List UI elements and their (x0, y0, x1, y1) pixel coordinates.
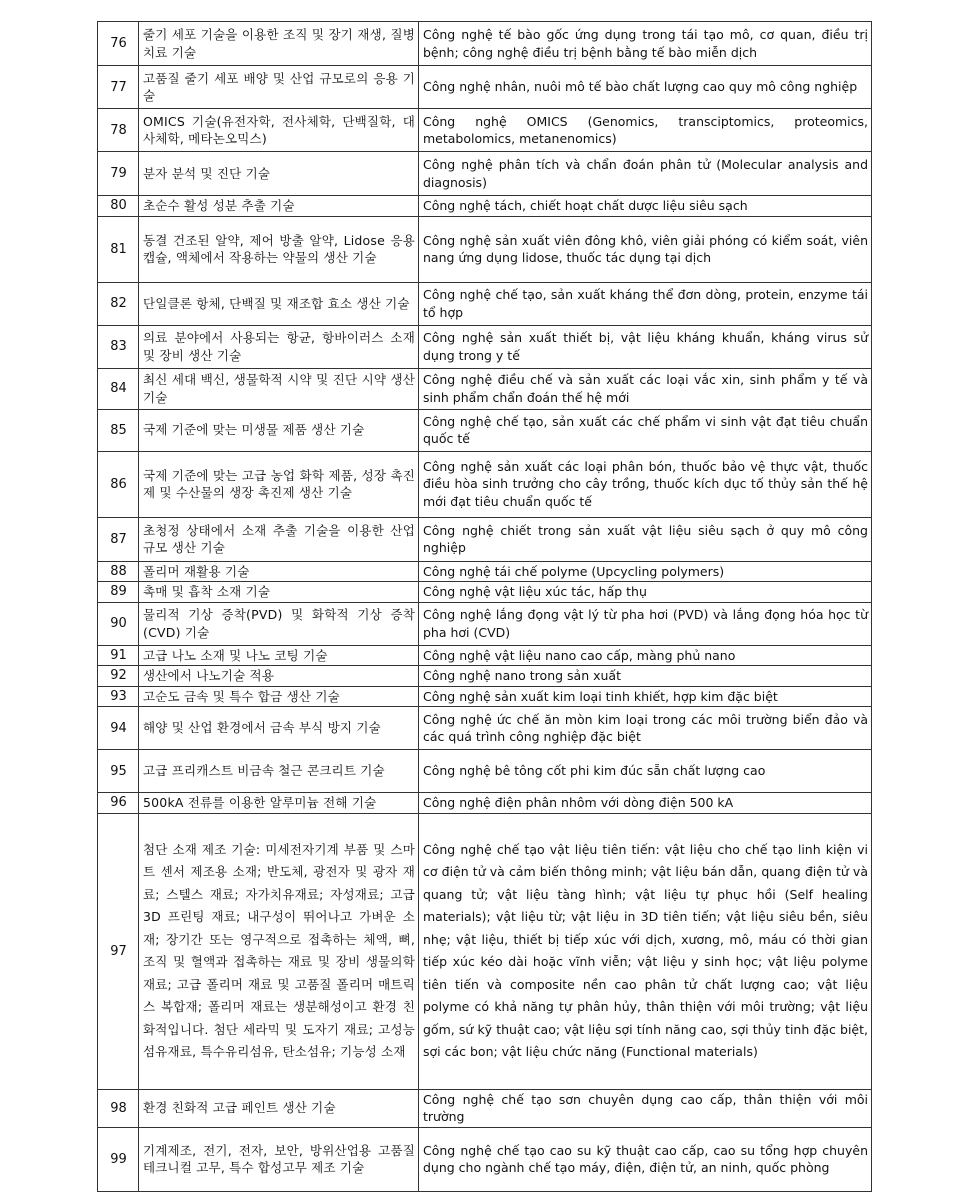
vietnamese-description: Công nghệ chế tạo vật liệu tiên tiến: vật liệu cho chế tạo linh kiện vi cơ điện tử và cảm biến thông minh; vật liệu bán dẫn, quang điện tử và quang tử; vật liệu tàng hình; vật liệu tự phục hồi (Self healing materials); vật liệu từ; vật liệu in 3D tiên tiến; vật liệu siêu bền, siêu nhẹ; vật liệu, thiết bị tiếp xúc với dịch, xương, mô, máu có thời gian tiếp xúc kéo dài hoặc vĩnh viễn; vật liệu y sinh học; vật liệu polyme tiên tiến và composite nền cao phân tử chất lượng cao; vật liệu polyme có khả năng tự phân hủy, thân thiện với môi trường; vật liệu gốm, sứ kỹ thuật cao; vật liệu sợi tính năng cao, sợi thủy tinh đặc biệt, sợi các bon; vật liệu chức năng (Functional materials) (419, 813, 872, 1089)
korean-description: OMICS 기술(유전자학, 전사체학, 단백질학, 대사체학, 메타논오믹스) (139, 109, 419, 152)
technology-table (97, 21, 872, 1192)
korean-description: 첨단 소재 제조 기술: 미세전자기계 부품 및 스마트 센서 제조용 소재; 반도체, 광전자 및 광자 재료; 스텔스 재료; 자가치유재료; 자성재료; 고급 3D 프린팅 재료; 내구성이 뛰어나고 가벼운 소재; 장기간 또는 영구적으로 접촉하는 체액, 뼈, 조직 및 혈액과 접촉하는 재료 및 장비 생물의학 재료; 고급 폴리머 재료 및 고품질 폴리머 매트릭스 복합재; 폴리머 재료는 생분해성이고 환경 친화적입니다. 첨단 세라믹 및 도자기 재료; 고성능 섬유재료, 특수유리섬유, 탄소섬유; 기능성 소재 (139, 813, 419, 1089)
vietnamese-description: Công nghệ sản xuất kim loại tinh khiết, hợp kim đặc biệt (419, 686, 872, 707)
table-row (98, 325, 872, 368)
vietnamese-description: Công nghệ tế bào gốc ứng dụng trong tái tạo mô, cơ quan, điều trị bệnh; công nghệ điều trị bệnh bằng tế bào miễn dịch (419, 22, 872, 66)
korean-description: 고급 프리캐스트 비금속 철근 콘크리트 기술 (139, 750, 419, 793)
row-number: 96 (98, 793, 139, 814)
row-number: 79 (98, 152, 139, 196)
table-row (98, 707, 872, 750)
korean-description: 고품질 줄기 세포 배양 및 산업 규모로의 응용 기술 (139, 66, 419, 109)
vietnamese-description: Công nghệ chế tạo, sản xuất kháng thể đơn dòng, protein, enzyme tái tổ hợp (419, 282, 872, 325)
korean-description: 해양 및 산업 환경에서 금속 부식 방지 기술 (139, 707, 419, 750)
korean-description: 최신 세대 백신, 생물학적 시약 및 진단 시약 생산 기술 (139, 368, 419, 409)
row-number: 86 (98, 451, 139, 517)
vietnamese-description: Công nghệ tái chế polyme (Upcycling polymers) (419, 561, 872, 582)
table-row (98, 793, 872, 814)
vietnamese-description: Công nghệ nhân, nuôi mô tế bào chất lượng cao quy mô công nghiệp (419, 66, 872, 109)
vietnamese-description: Công nghệ tách, chiết hoạt chất dược liệu siêu sạch (419, 196, 872, 217)
row-number: 76 (98, 22, 139, 66)
table-row (98, 686, 872, 707)
vietnamese-description: Công nghệ nano trong sản xuất (419, 666, 872, 687)
korean-description: 국제 기준에 맞는 미생물 제품 생산 기술 (139, 409, 419, 451)
korean-description: 국제 기준에 맞는 고급 농업 화학 제품, 성장 촉진제 및 수산물의 생장 촉진제 생산 기술 (139, 451, 419, 517)
table-row (98, 1127, 872, 1191)
row-number: 80 (98, 196, 139, 217)
table-row (98, 561, 872, 582)
table-row (98, 451, 872, 517)
table-row (98, 813, 872, 1089)
korean-description: 생산에서 나노기술 적용 (139, 666, 419, 687)
korean-description: 초청정 상태에서 소재 추출 기술을 이용한 산업 규모 생산 기술 (139, 517, 419, 561)
vietnamese-description: Công nghệ vật liệu xúc tác, hấp thụ (419, 582, 872, 603)
table-row (98, 22, 872, 66)
vietnamese-description: Công nghệ ức chế ăn mòn kim loại trong các môi trường biển đảo và các quá trình công nghiệp đặc biệt (419, 707, 872, 750)
vietnamese-description: Công nghệ sản xuất thiết bị, vật liệu kháng khuẩn, kháng virus sử dụng trong y tế (419, 325, 872, 368)
vietnamese-description: Công nghệ chế tạo cao su kỹ thuật cao cấp, cao su tổng hợp chuyên dụng cho ngành chế tạo máy, điện, điện tử, an ninh, quốc phòng (419, 1127, 872, 1191)
korean-description: 고급 나노 소재 및 나노 코팅 기술 (139, 645, 419, 666)
korean-description: 물리적 기상 증착(PVD) 및 화학적 기상 증착(CVD) 기술 (139, 602, 419, 645)
korean-description: 500kA 전류를 이용한 알루미늄 전해 기술 (139, 793, 419, 814)
row-number: 95 (98, 750, 139, 793)
korean-description: 폴리머 재활용 기술 (139, 561, 419, 582)
row-number: 94 (98, 707, 139, 750)
table-row (98, 750, 872, 793)
vietnamese-description: Công nghệ OMICS (Genomics, transciptomics, proteomics, metabolomics, metanenomics) (419, 109, 872, 152)
table-row (98, 66, 872, 109)
row-number: 82 (98, 282, 139, 325)
table-row (98, 216, 872, 282)
vietnamese-description: Công nghệ lắng đọng vật lý từ pha hơi (PVD) và lắng đọng hóa học từ pha hơi (CVD) (419, 602, 872, 645)
row-number: 81 (98, 216, 139, 282)
table-body (98, 22, 872, 1192)
table-row (98, 517, 872, 561)
table-row (98, 1089, 872, 1127)
row-number: 97 (98, 813, 139, 1089)
vietnamese-description: Công nghệ vật liệu nano cao cấp, màng phủ nano (419, 645, 872, 666)
table-row (98, 666, 872, 687)
row-number: 89 (98, 582, 139, 603)
vietnamese-description: Công nghệ sản xuất các loại phân bón, thuốc bảo vệ thực vật, thuốc điều hòa sinh trưởng cho cây trồng, thuốc kích dục tố thủy sản thế hệ mới đạt tiêu chuẩn quốc tế (419, 451, 872, 517)
table-row (98, 196, 872, 217)
korean-description: 고순도 금속 및 특수 합금 생산 기술 (139, 686, 419, 707)
table-row (98, 152, 872, 196)
vietnamese-description: Công nghệ chiết trong sản xuất vật liệu siêu sạch ở quy mô công nghiệp (419, 517, 872, 561)
table-row (98, 409, 872, 451)
row-number: 88 (98, 561, 139, 582)
table-row (98, 109, 872, 152)
vietnamese-description: Công nghệ phân tích và chẩn đoán phân tử (Molecular analysis and diagnosis) (419, 152, 872, 196)
row-number: 77 (98, 66, 139, 109)
vietnamese-description: Công nghệ bê tông cốt phi kim đúc sẵn chất lượng cao (419, 750, 872, 793)
row-number: 85 (98, 409, 139, 451)
korean-description: 동결 건조된 알약, 제어 방출 알약, Lidose 응용 캡슐, 액체에서 작용하는 약물의 생산 기술 (139, 216, 419, 282)
korean-description: 기계제조, 전기, 전자, 보안, 방위산업용 고품질 테크니컬 고무, 특수 합성고무 제조 기술 (139, 1127, 419, 1191)
table-row (98, 582, 872, 603)
row-number: 83 (98, 325, 139, 368)
row-number: 87 (98, 517, 139, 561)
vietnamese-description: Công nghệ chế tạo, sản xuất các chế phẩm vi sinh vật đạt tiêu chuẩn quốc tế (419, 409, 872, 451)
korean-description: 단일클론 항체, 단백질 및 재조합 효소 생산 기술 (139, 282, 419, 325)
korean-description: 줄기 세포 기술을 이용한 조직 및 장기 재생, 질병 치료 기술 (139, 22, 419, 66)
row-number: 90 (98, 602, 139, 645)
korean-description: 의료 분야에서 사용되는 항균, 항바이러스 소재 및 장비 생산 기술 (139, 325, 419, 368)
row-number: 91 (98, 645, 139, 666)
row-number: 78 (98, 109, 139, 152)
row-number: 92 (98, 666, 139, 687)
row-number: 98 (98, 1089, 139, 1127)
table-row (98, 282, 872, 325)
table-row (98, 368, 872, 409)
vietnamese-description: Công nghệ điều chế và sản xuất các loại vắc xin, sinh phẩm y tế và sinh phẩm chẩn đoán thế hệ mới (419, 368, 872, 409)
korean-description: 분자 분석 및 진단 기술 (139, 152, 419, 196)
table-row (98, 602, 872, 645)
row-number: 93 (98, 686, 139, 707)
table-row (98, 645, 872, 666)
korean-description: 촉매 및 흡착 소재 기술 (139, 582, 419, 603)
row-number: 99 (98, 1127, 139, 1191)
korean-description: 환경 친화적 고급 페인트 생산 기술 (139, 1089, 419, 1127)
korean-description: 초순수 활성 성분 추출 기술 (139, 196, 419, 217)
vietnamese-description: Công nghệ chế tạo sơn chuyên dụng cao cấp, thân thiện với môi trường (419, 1089, 872, 1127)
row-number: 84 (98, 368, 139, 409)
vietnamese-description: Công nghệ sản xuất viên đông khô, viên giải phóng có kiểm soát, viên nang ứng dụng lidose, thuốc tác dụng tại dịch (419, 216, 872, 282)
vietnamese-description: Công nghệ điện phân nhôm với dòng điện 500 kA (419, 793, 872, 814)
